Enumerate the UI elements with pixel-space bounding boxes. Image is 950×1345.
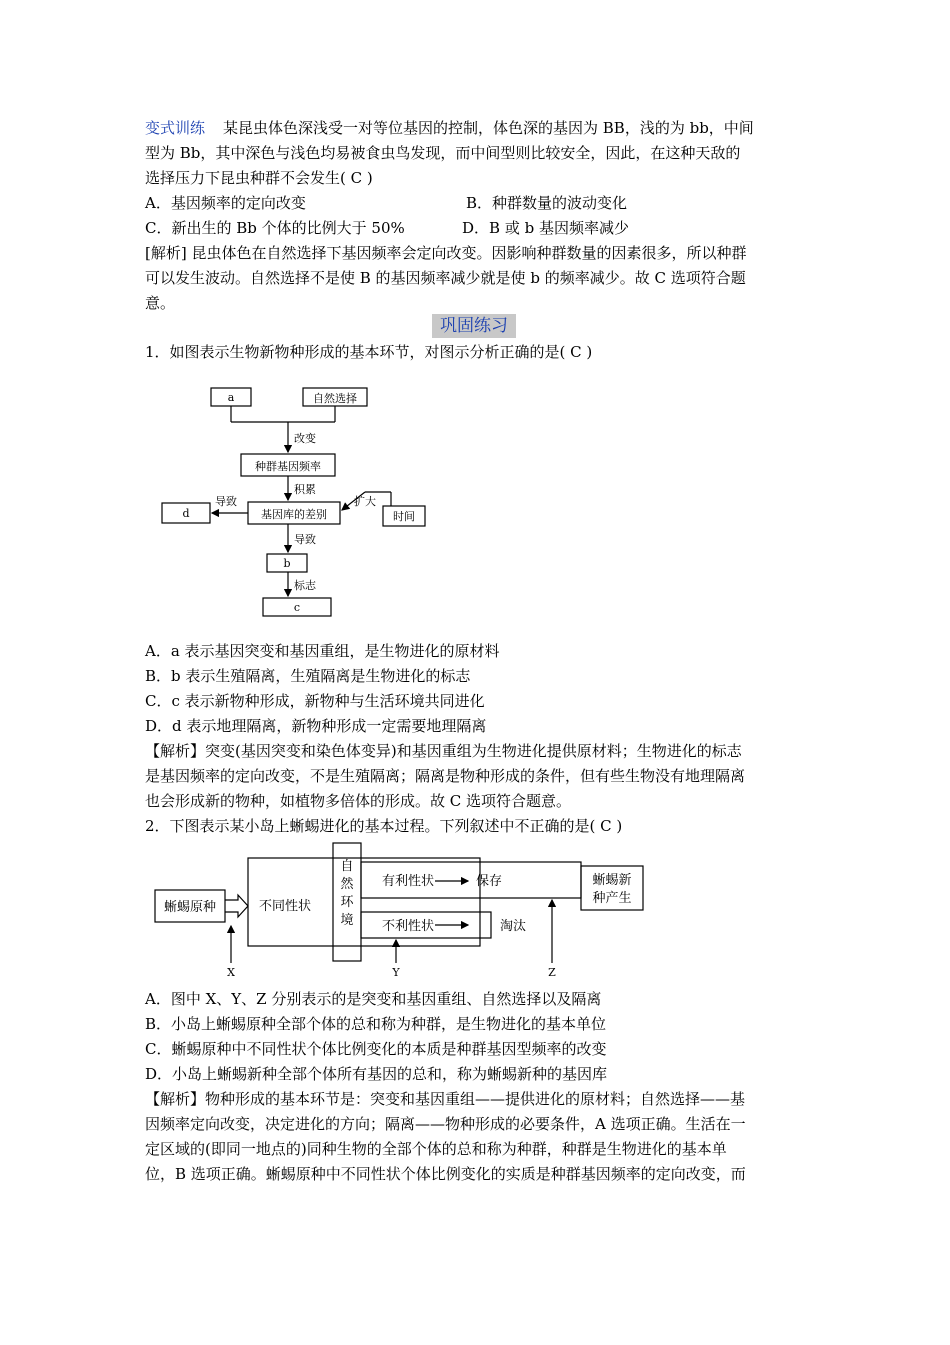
q1-option-b: B．b 表示生殖隔离，生殖隔离是生物进化的标志 xyxy=(145,667,471,685)
svg-text:种产生: 种产生 xyxy=(592,891,632,906)
q1-label-b: b xyxy=(283,557,291,570)
q1-label-a: a xyxy=(227,391,235,404)
q1-label-accumulate: 积累 xyxy=(294,483,316,496)
q1-label-gene-frequency: 种群基因频率 xyxy=(255,460,321,473)
q2-label-x: X xyxy=(227,966,235,979)
q1-label-expand: 扩大 xyxy=(354,495,376,508)
q2-stem: 2．下图表示某小岛上蜥蜴进化的基本过程。下列叙述中不正确的是( C ) xyxy=(145,817,623,835)
q2-new-species-text xyxy=(592,872,631,906)
q1-label-time: 时间 xyxy=(393,510,415,523)
q2-label-z: Z xyxy=(548,966,556,979)
q1-option-d: D．d 表示地理隔离，新物种形成一定需要地理隔离 xyxy=(145,717,487,735)
q2-label-traits: 不同性状 xyxy=(258,899,312,914)
q1-label-c: c xyxy=(293,601,301,614)
q2-analysis-line-3: 定区域的(即同一地点的)同种生物的全部个体的总和称为种群，种群是生物进化的基本单 xyxy=(145,1140,727,1158)
q2-label-y: Y xyxy=(392,966,400,979)
q2-label-keep: 保存 xyxy=(476,874,503,889)
q1-label-lead-2: 导致 xyxy=(294,533,316,546)
q1-analysis-line-3: 也会形成新的物种，如植物多倍体的形成。故 C 选项符合题意。 xyxy=(145,792,572,810)
q1-label-mark: 标志 xyxy=(294,579,316,592)
svg-text:环: 环 xyxy=(340,895,354,910)
svg-text:蜥蜴新: 蜥蜴新 xyxy=(592,873,632,888)
variant-question-line-2: 型为 Bb，其中深色与浅色均易被食虫鸟发现，而中间型则比较安全，因此，在这种天敌的 xyxy=(145,144,741,162)
variant-label: 变式训练 xyxy=(145,119,206,137)
q2-label-unfavorable: 不利性状 xyxy=(382,919,435,934)
q1-label-d: d xyxy=(182,507,190,520)
svg-text:境: 境 xyxy=(340,913,354,928)
variant-question-text: 某昆虫体色深浅受一对等位基因的控制，体色深的基因为 BB，浅的为 bb，中间 xyxy=(223,119,754,137)
q2-analysis-line-4: 位，B 选项正确。蜥蜴原种中不同性状个体比例变化的实质是种群基因频率的定向改变，而 xyxy=(145,1165,746,1183)
q2-hollow-arrow xyxy=(225,895,248,917)
q1-label-change: 改变 xyxy=(294,432,316,445)
variant-analysis-line-1: [解析] 昆虫体色在自然选择下基因频率会定向改变。因影响种群数量的因素很多，所以种群 xyxy=(145,244,747,262)
svg-text:自: 自 xyxy=(340,859,354,874)
q2-option-d: D．小岛上蜥蜴新种全部个体所有基因的总和，称为蜥蜴新种的基因库 xyxy=(145,1065,608,1083)
variant-option-c: C．新出生的 Bb 个体的比例大于 50% xyxy=(145,219,405,237)
q1-analysis-line-1: 【解析】突变(基因突变和染色体变异)和基因重组为生物进化提供原材料；生物进化的标志 xyxy=(145,742,742,760)
q1-flow-diagram xyxy=(155,380,445,620)
variant-option-d: D．B 或 b 基因频率减少 xyxy=(462,219,629,237)
variant-analysis-line-3: 意。 xyxy=(145,294,176,312)
q2-option-a: A．图中 X、Y、Z 分别表示的是突变和基因重组、自然选择以及隔离 xyxy=(145,990,602,1008)
svg-text:然: 然 xyxy=(340,877,354,892)
q1-label-gene-pool-difference: 基因库的差别 xyxy=(261,508,327,521)
q2-analysis-line-2: 因频率定向改变，决定进化的方向；隔离——物种形成的必要条件，A 选项正确。生活在一 xyxy=(145,1115,746,1133)
q1-option-c: C．c 表示新物种形成，新物种与生活环境共同进化 xyxy=(145,692,485,710)
q2-label-favorable: 有利性状 xyxy=(382,874,435,889)
q2-option-b: B．小岛上蜥蜴原种全部个体的总和称为种群，是生物进化的基本单位 xyxy=(145,1015,607,1033)
variant-question-line-1 xyxy=(145,117,754,139)
variant-question-line-3: 选择压力下昆虫种群不会发生( C ) xyxy=(145,169,373,187)
q1-option-a: A．a 表示基因突变和基因重组，是生物进化的原材料 xyxy=(145,642,500,660)
variant-option-b: B．种群数量的波动变化 xyxy=(466,194,628,212)
q2-env-vertical-text xyxy=(340,859,354,928)
q2-analysis-line-1: 【解析】物种形成的基本环节是：突变和基因重组——提供进化的原材料；自然选择——基 xyxy=(145,1090,746,1108)
q1-stem: 1．如图表示生物新物种形成的基本环节，对图示分析正确的是( C ) xyxy=(145,343,593,361)
q2-flow-diagram xyxy=(150,838,650,983)
q2-label-origin: 蜥蜴原种 xyxy=(163,900,217,915)
q1-analysis-line-2: 是基因频率的定向改变，不是生殖隔离；隔离是物种形成的条件，但有些生物没有地理隔离 xyxy=(145,767,746,785)
q1-label-lead-1: 导致 xyxy=(215,495,237,508)
q2-option-c: C．蜥蜴原种中不同性状个体比例变化的本质是种群基因型频率的改变 xyxy=(145,1040,607,1058)
section-title: 巩固练习 xyxy=(432,314,516,338)
q2-label-eliminate: 淘汰 xyxy=(500,919,527,934)
variant-option-a: A．基因频率的定向改变 xyxy=(145,194,306,212)
q1-label-natural-selection: 自然选择 xyxy=(313,392,357,405)
variant-analysis-line-2: 可以发生波动。自然选择不是使 B 的基因频率减少就是使 b 的频率减少。故 C 选项符合题 xyxy=(145,269,746,287)
